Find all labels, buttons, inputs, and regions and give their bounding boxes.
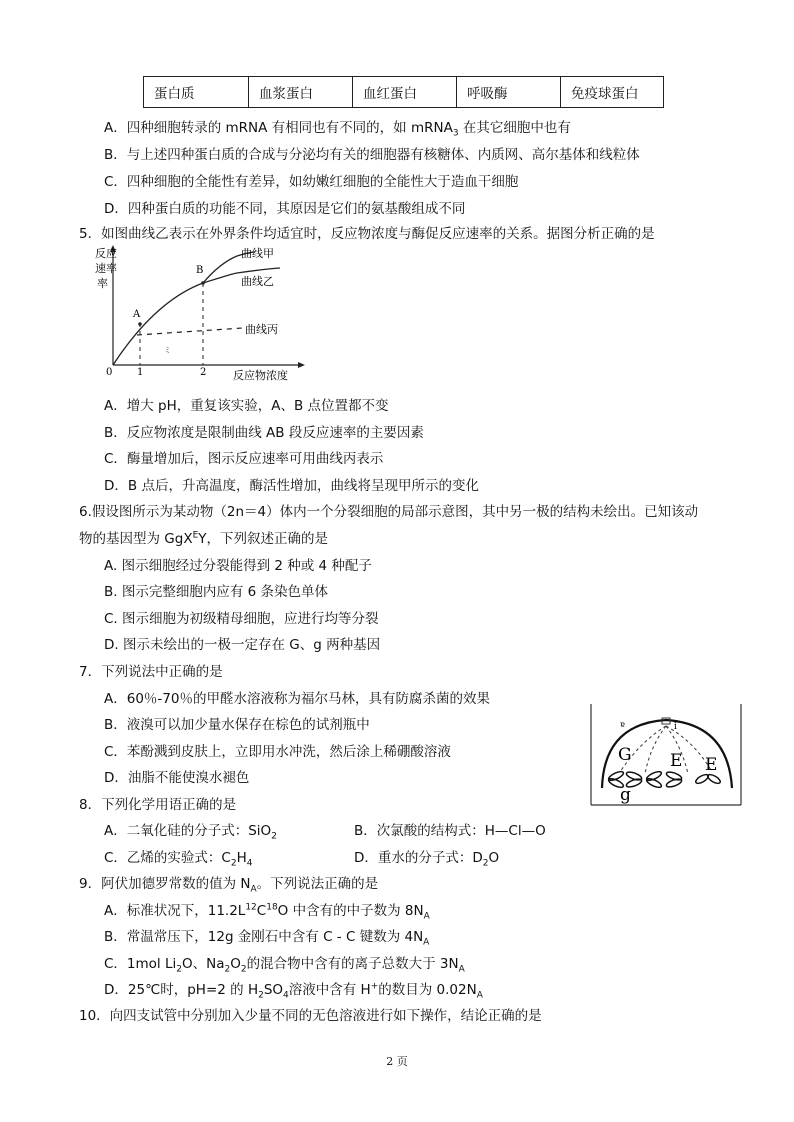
point-b-label: B [196,265,204,276]
q8-option-c: C．乙烯的实验式：$C_2H_4$ [104,850,253,869]
gene-label-g: g [620,785,631,805]
q9-stem: 9．阿伏加德罗常数的值为 $N_A$。下列说法正确的是 [79,876,379,895]
svg-text:ﾐ: ﾐ [165,346,170,356]
q10-stem: 10．向四支试管中分别加入少量不同的无色溶液进行如下操作，结论正确的是 [79,1008,542,1024]
cell-division-figure [590,702,742,806]
svg-text:ɐ: ɐ [620,720,625,729]
table-cell: 血红蛋白 [353,77,457,108]
x-axis-label: 反应物浓度 [233,369,288,382]
q9-option-a: A．标准状况下，$11.2L^{12}C^{18}O$ 中含有的中子数为 $8N_A$ [104,902,430,922]
curve-yi [113,273,237,365]
tick-1: 1 [137,367,144,378]
q6-option-c: C. 图示细胞为初级精母细胞，应进行均等分裂 [104,611,379,627]
q6-option-a: A. 图示细胞经过分裂能得到 2 种或 4 种配子 [104,558,372,574]
curve-yi-label: 曲线乙 [241,275,274,288]
y-axis-label-2: 速率 [95,262,117,275]
q8-option-d: D．重水的分子式：$D_2O$ [354,850,500,869]
q4-option-a: A．四种细胞转录的 mRNA 有相同也有不同的，如 mRNA$_3$ 在其它细胞中也有 [104,120,571,139]
curve-jia-label: 曲线甲 [241,247,274,260]
protein-table [143,76,664,108]
gene-label-E-1: E [670,751,683,771]
q4-option-d: D．四种蛋白质的功能不同，其原因是它们的氨基酸组成不同 [104,201,466,217]
q8-stem: 8．下列化学用语正确的是 [79,797,237,813]
q6-stem-line2: 物的基因型为 GgX$^E$Y，下列叙述正确的是 [79,530,329,547]
enzyme-rate-graph [95,243,305,383]
q9-option-b: B．常温常压下，12g 金刚石中含有 C - C 键数为 $4N_A$ [104,929,430,948]
y-axis-label-1: 反应 [95,247,117,260]
point-a-label: A [133,309,141,320]
table-cell: 免疫球蛋白 [561,77,664,108]
table-cell: 血浆蛋白 [249,77,353,108]
page-number: 2 页 [386,1055,408,1068]
tick-0: 0 [106,367,113,378]
q5-stem: 5．如图曲线乙表示在外界条件均适宜时，反应物浓度与酶促反应速率的关系。据图分析正确的是 [79,226,655,242]
q5-option-a: A．增大 pH，重复该实验，A、B 点位置都不变 [104,398,389,414]
q7-stem: 7．下列说法中正确的是 [79,664,223,680]
curve-bing [137,328,243,335]
q6-option-d: D. 图示未绘出的一极一定存在 G、g 两种基因 [104,637,381,653]
gene-label-G: G [618,745,632,765]
q9-option-d: D．25℃时，pH=2 的 $H_2SO_4$溶液中含有 H+的数目为 $0.02N_A$ [104,981,483,1001]
q5-option-d: D．B 点后，升高温度，酶活性增加，曲线将呈现甲所示的变化 [104,478,479,494]
table-row [144,77,664,108]
svg-text:ǐ: ǐ [674,722,677,732]
q8-option-a: A．二氧化硅的分子式：SiO$_2$ [104,823,277,842]
q6-stem-line1: 6.假设图所示为某动物（2n＝4）体内一个分裂细胞的局部示意图，其中另一极的结构未绘出。已知该动 [79,504,699,520]
q7-option-c: C．苯酚溅到皮肤上，立即用水冲洗，然后涂上稀硼酸溶液 [104,744,451,760]
q4-option-b: B．与上述四种蛋白质的合成与分泌均有关的细胞器有核糖体、内质网、高尔基体和线粒体 [104,147,640,163]
svg-text:率: 率 [97,277,108,290]
table-cell: 呼吸酶 [457,77,561,108]
q9-option-c: C．1mol $Li_2O$、$Na_2O_2$的混合物中含有的离子总数大于 $3N_A$ [104,956,465,975]
q4-option-c: C．四种细胞的全能性有差异，如幼嫩红细胞的全能性大于造血干细胞 [104,174,519,190]
q6-option-b: B. 图示完整细胞内应有 6 条染色单体 [104,584,329,600]
q8-option-b: B．次氯酸的结构式：H—Cl—O [354,823,546,839]
q5-option-b: B．反应物浓度是限制曲线 AB 段反应速率的主要因素 [104,425,424,441]
q7-option-d: D．油脂不能使溴水褪色 [104,770,250,786]
table-cell: 蛋白质 [144,77,249,108]
q7-option-b: B．液溴可以加少量水保存在棕色的试剂瓶中 [104,717,370,733]
gene-label-E-2: E [705,755,718,775]
curve-bing-label: 曲线丙 [245,323,278,336]
q7-option-a: A．60％-70％的甲醛水溶液称为福尔马林，具有防腐杀菌的效果 [104,691,490,707]
q5-option-c: C．酶量增加后，图示反应速率可用曲线丙表示 [104,451,384,467]
tick-2: 2 [200,367,207,378]
